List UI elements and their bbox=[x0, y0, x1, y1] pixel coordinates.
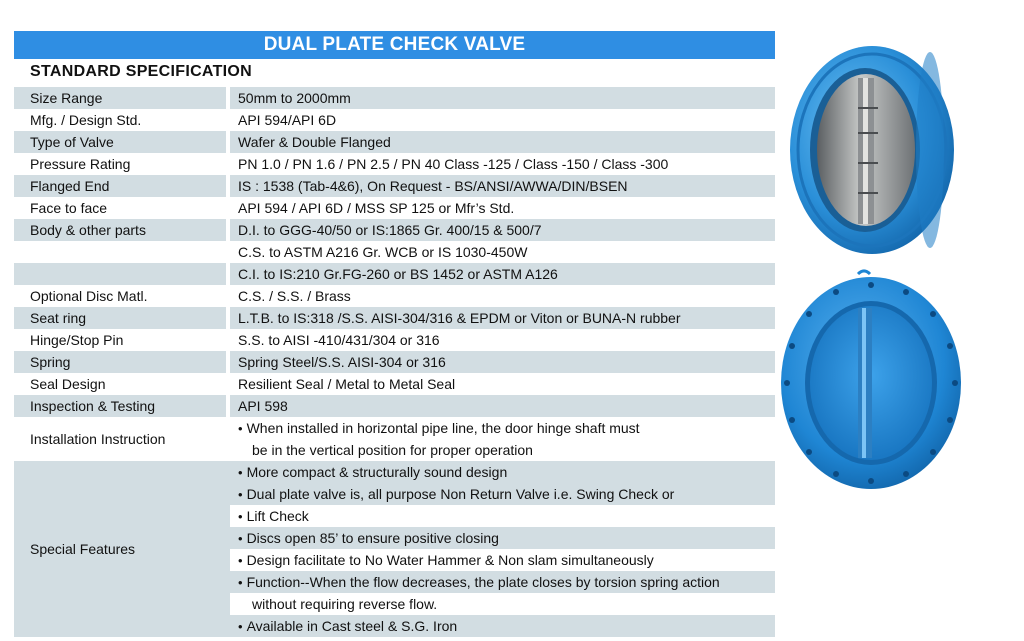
row-value: C.S. / S.S. / Brass bbox=[230, 285, 775, 307]
table-row bbox=[14, 263, 775, 285]
installation-group bbox=[14, 417, 775, 461]
feature-line: • Function--When the flow decreases, the plate closes by torsion spring action bbox=[230, 571, 775, 593]
row-label: Face to face bbox=[14, 197, 226, 219]
feature-line: • Dual plate valve is, all purpose Non Return Valve i.e. Swing Check or bbox=[230, 483, 775, 505]
row-value: D.I. to GGG-40/50 or IS:1865 Gr. 400/15 & 500/7 bbox=[230, 219, 775, 241]
row-label: Body & other parts bbox=[14, 219, 226, 241]
feature-line: without requiring reverse flow. bbox=[230, 593, 775, 615]
flanged-valve-image bbox=[776, 268, 966, 493]
row-label: Type of Valve bbox=[14, 131, 226, 153]
table-row bbox=[14, 395, 775, 417]
row-value: IS : 1538 (Tab-4&6), On Request - BS/ANSI/AWWA/DIN/BSEN bbox=[230, 175, 775, 197]
row-label: Optional Disc Matl. bbox=[14, 285, 226, 307]
row-value: API 594 / API 6D / MSS SP 125 or Mfr’s Std. bbox=[230, 197, 775, 219]
table-row bbox=[14, 131, 775, 153]
table-row bbox=[14, 219, 775, 241]
spec-table bbox=[14, 87, 775, 637]
row-label: Mfg. / Design Std. bbox=[14, 109, 226, 131]
row-value: API 598 bbox=[230, 395, 775, 417]
installation-line: • When installed in horizontal pipe line, the door hinge shaft must bbox=[230, 417, 775, 439]
features-group bbox=[14, 461, 775, 637]
table-row bbox=[14, 153, 775, 175]
table-row bbox=[14, 351, 775, 373]
row-value: L.T.B. to IS:318 /S.S. AISI-304/316 & EPDM or Viton or BUNA-N rubber bbox=[230, 307, 775, 329]
feature-line: • More compact & structurally sound design bbox=[230, 461, 775, 483]
row-value: C.I. to IS:210 Gr.FG-260 or BS 1452 or ASTM A126 bbox=[230, 263, 775, 285]
row-label bbox=[14, 263, 226, 285]
page-title: DUAL PLATE CHECK VALVE bbox=[14, 31, 775, 59]
row-value: Resilient Seal / Metal to Metal Seal bbox=[230, 373, 775, 395]
row-label: Size Range bbox=[14, 87, 226, 109]
table-row bbox=[14, 307, 775, 329]
installation-label: Installation Instruction bbox=[30, 431, 166, 447]
row-value: 50mm to 2000mm bbox=[230, 87, 775, 109]
row-label bbox=[14, 241, 226, 263]
table-row bbox=[14, 373, 775, 395]
feature-line: • Discs open 85’ to ensure positive closing bbox=[230, 527, 775, 549]
row-value: C.S. to ASTM A216 Gr. WCB or IS 1030-450W bbox=[230, 241, 775, 263]
table-row bbox=[14, 329, 775, 351]
table-row bbox=[14, 175, 775, 197]
row-value: Spring Steel/S.S. AISI-304 or 316 bbox=[230, 351, 775, 373]
row-label: Seal Design bbox=[14, 373, 226, 395]
row-label: Hinge/Stop Pin bbox=[14, 329, 226, 351]
features-label: Special Features bbox=[30, 541, 136, 557]
table-row bbox=[14, 241, 775, 263]
row-value: Wafer & Double Flanged bbox=[230, 131, 775, 153]
row-value: S.S. to AISI -410/431/304 or 316 bbox=[230, 329, 775, 351]
row-value: PN 1.0 / PN 1.6 / PN 2.5 / PN 40 Class -125 / Class -150 / Class -300 bbox=[230, 153, 775, 175]
row-label: Pressure Rating bbox=[14, 153, 226, 175]
row-label: Seat ring bbox=[14, 307, 226, 329]
row-label: Flanged End bbox=[14, 175, 226, 197]
table-row bbox=[14, 109, 775, 131]
table-row bbox=[14, 285, 775, 307]
feature-line: • Lift Check bbox=[230, 505, 775, 527]
row-label: Spring bbox=[14, 351, 226, 373]
row-value: API 594/API 6D bbox=[230, 109, 775, 131]
row-label: Inspection & Testing bbox=[14, 395, 226, 417]
feature-line: • Available in Cast steel & S.G. Iron bbox=[230, 615, 775, 637]
table-row bbox=[14, 87, 775, 109]
section-heading: STANDARD SPECIFICATION bbox=[30, 63, 253, 80]
table-row bbox=[14, 197, 775, 219]
feature-line: • Design facilitate to No Water Hammer & Non slam simultaneously bbox=[230, 549, 775, 571]
installation-line: be in the vertical position for proper operation bbox=[252, 442, 533, 458]
wafer-valve-image bbox=[780, 38, 960, 268]
